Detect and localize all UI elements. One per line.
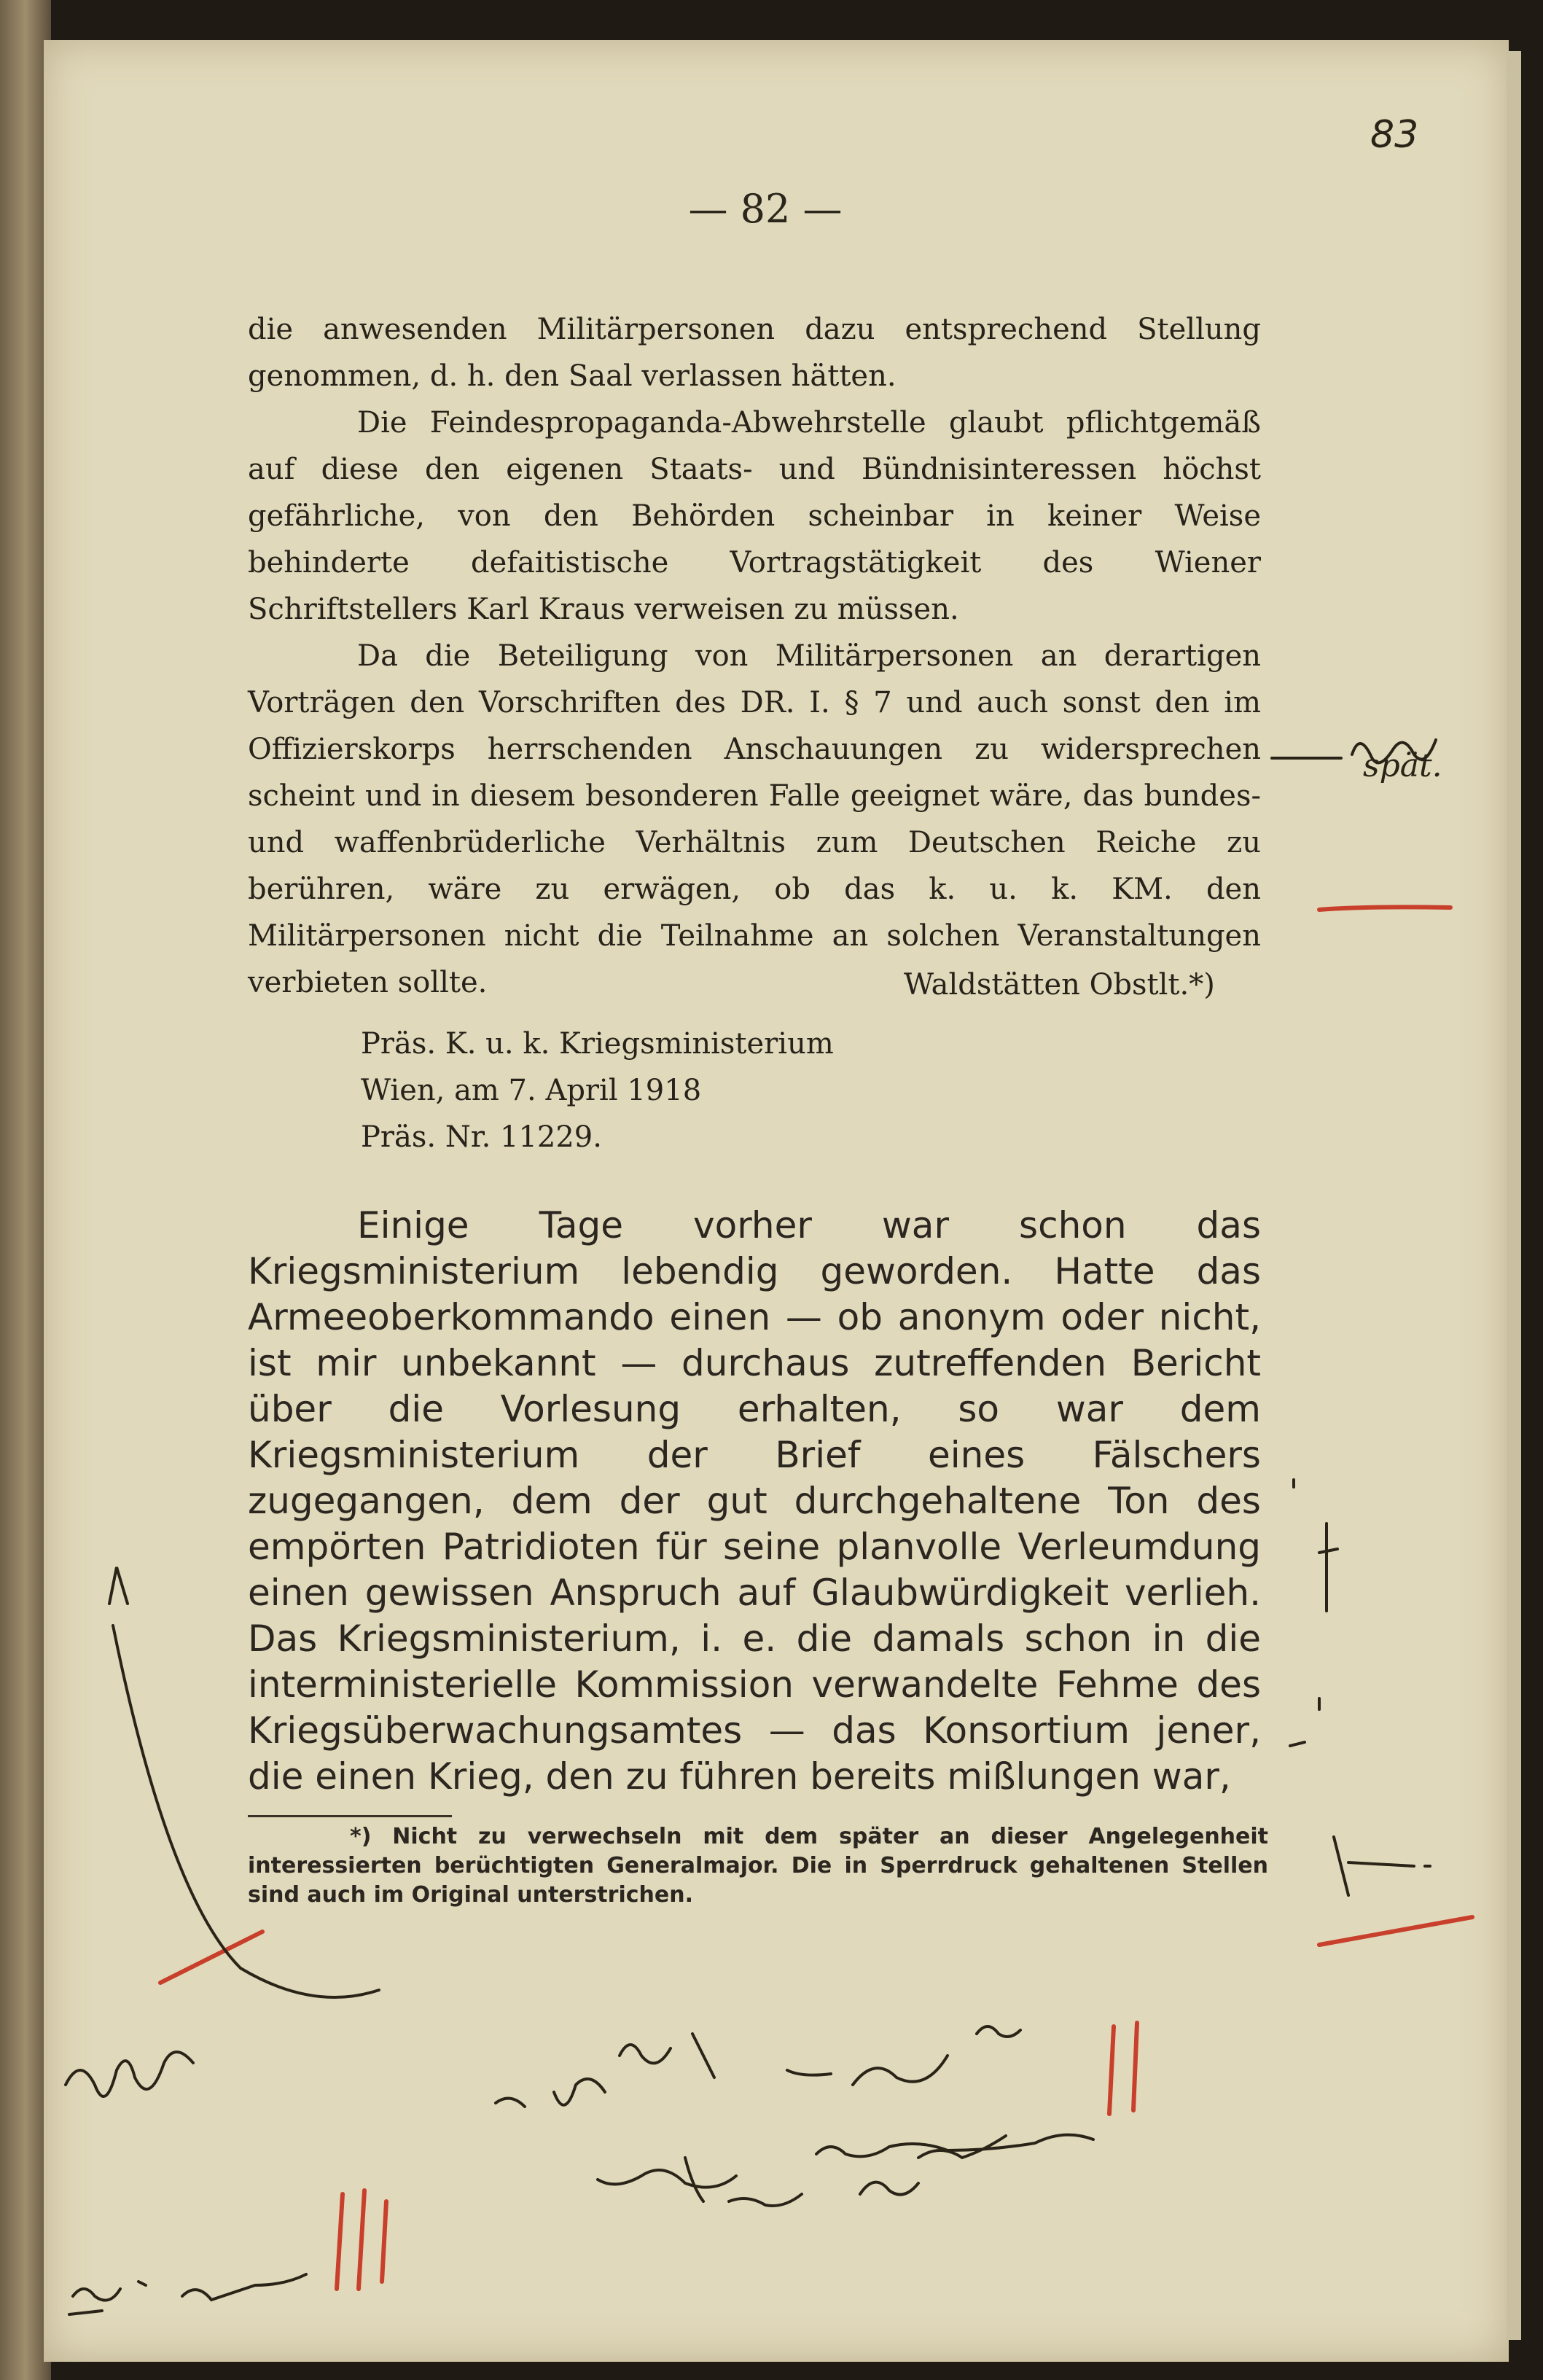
page-edge [1507,51,1521,2340]
letterhead [361,1021,834,1160]
folio-number: 83 [1370,113,1419,157]
report-text [248,306,1261,1006]
footnote [248,1822,1268,1910]
letterhead-line-2: Wien, am 7. April 1918 [361,1074,702,1107]
main-text [248,1203,1261,1800]
footnote-rule [248,1815,452,1817]
paragraph-3: Da die Beteiligung von Militärpersonen an derartigen Vorträgen den Vorschriften des DR. I. § 7 und auch sonst den im Offizierskorps herrschenden Anschauungen zu widersprechen scheint und in diesem besonderen Falle geeignet wäre, das bundes- und waffenbrüderliche Verhältnis zum Deutschen Reiche zu berühren, wäre zu erwägen, ob das k. u. k. KM. den Militärpersonen nicht die Teilnahme an solchen Veranstaltungen verbieten sollte. [248,639,1261,999]
page-number: — 82 — [688,186,843,232]
paragraph-2: Die Feindespropaganda-Abwehrstelle glaubt pflichtgemäß auf diese den eigenen Staats- und Bündnisinteressen höchst gefährliche, von den Behörden scheinbar in keiner Weise behinderte defaitistische Vortragstätigkeit des Wiener Schriftstellers Karl Kraus verweisen zu müssen. [248,406,1261,626]
signature: Waldstätten Obstlt.*) [904,968,1215,1002]
letterhead-line-3: Präs. Nr. 11229. [361,1120,602,1154]
paragraph-1: die anwesenden Militärpersonen dazu entsprechend Stellung genommen, d. h. den Saal verlassen hätten. [248,313,1261,393]
margin-note-right: spät. [1363,747,1442,784]
footnote-text: *) Nicht zu verwechseln mit dem später an dieser Angelegenheit interessierten berüchtigten Generalmajor. Die in Sperrdruck gehaltenen Stellen sind auch im Original unterstrichen. [248,1824,1268,1908]
letterhead-line-1: Präs. K. u. k. Kriegsministerium [361,1027,834,1061]
main-paragraph: Einige Tage vorher war schon das Kriegsministerium lebendig geworden. Hatte das Armeeoberkommando einen — ob anonym oder nicht, ist mir unbekannt — durchaus zutreffenden Bericht über die Vorlesung erhalten, so war dem Kriegsministerium der Brief eines Fälschers zugegangen, dem der gut durchgehaltene Ton des empörten Patridioten für seine planvolle Verleumdung einen gewissen Anspruch auf Glaubwürdigkeit verlieh. Das Kriegsministerium, i. e. die damals schon in die interministerielle Kommission verwandelte Fehme des Kriegsüberwachungsamtes — das Konsortium jener, die einen Krieg, den zu führen bereits mißlungen war, [248,1204,1261,1798]
